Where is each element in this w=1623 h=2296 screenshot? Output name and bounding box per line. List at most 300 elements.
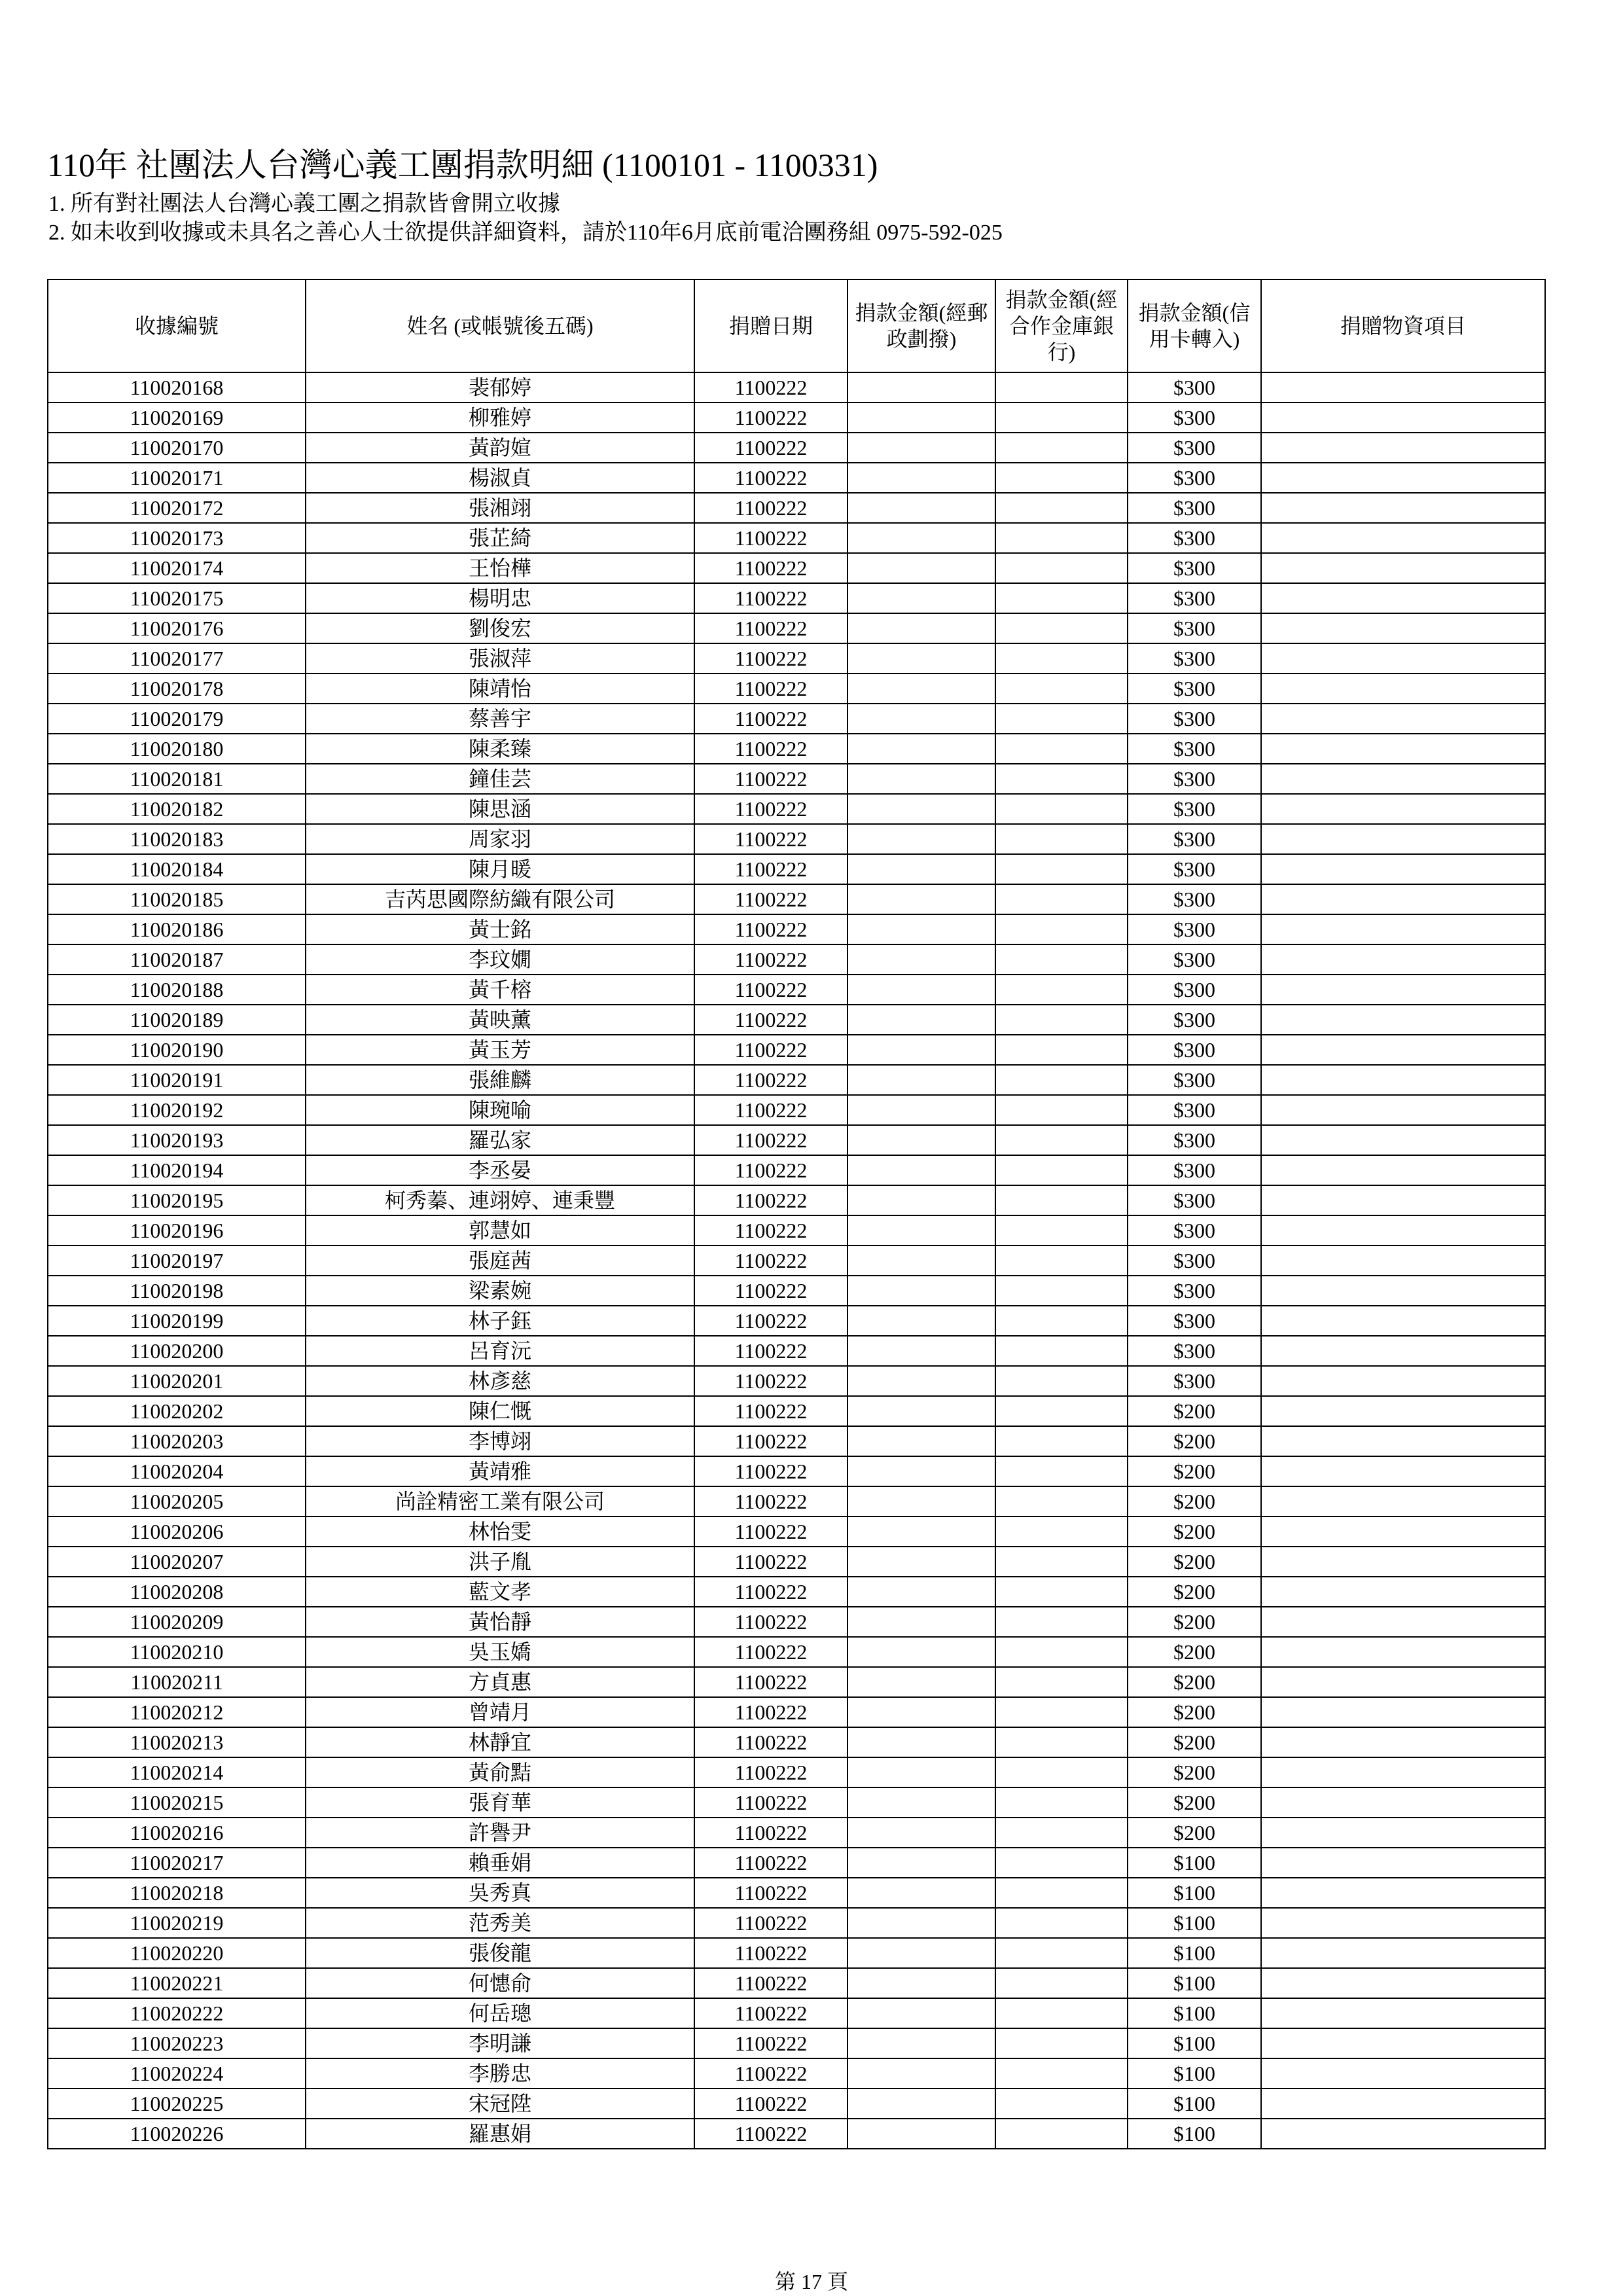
- amount-postal-cell: [847, 613, 995, 643]
- amount-bank-cell: [995, 884, 1128, 914]
- amount-credit-card-cell: $100: [1128, 1938, 1261, 1968]
- goods-donated-cell: [1261, 1366, 1545, 1396]
- receipt-no-cell: 110020216: [48, 1818, 306, 1848]
- amount-postal-cell: [847, 824, 995, 854]
- goods-donated-cell: [1261, 2058, 1545, 2089]
- donation-date-cell: 1100222: [694, 1818, 847, 1848]
- amount-credit-card-cell: $300: [1128, 824, 1261, 854]
- amount-bank-cell: [995, 1095, 1128, 1125]
- amount-bank-cell: [995, 794, 1128, 824]
- receipt-no-cell: 110020184: [48, 854, 306, 884]
- amount-postal-cell: [847, 1246, 995, 1276]
- amount-postal-cell: [847, 1486, 995, 1516]
- amount-credit-card-cell: $300: [1128, 523, 1261, 553]
- goods-donated-cell: [1261, 1938, 1545, 1968]
- amount-postal-cell: [847, 583, 995, 613]
- goods-donated-cell: [1261, 403, 1545, 433]
- table-row: [48, 1697, 1545, 1727]
- amount-credit-card-cell: $200: [1128, 1456, 1261, 1486]
- amount-postal-cell: [847, 1547, 995, 1577]
- goods-donated-cell: [1261, 1818, 1545, 1848]
- amount-credit-card-cell: $300: [1128, 613, 1261, 643]
- amount-bank-cell: [995, 1908, 1128, 1938]
- amount-bank-cell: [995, 1787, 1128, 1818]
- donation-date-cell: 1100222: [694, 1516, 847, 1547]
- table-row: [48, 1035, 1545, 1065]
- table-row: [48, 1547, 1545, 1577]
- amount-credit-card-cell: $200: [1128, 1818, 1261, 1848]
- amount-bank-cell: [995, 1215, 1128, 1246]
- amount-postal-cell: [847, 1938, 995, 1968]
- receipt-no-cell: 110020174: [48, 553, 306, 583]
- donor-name-cell: 張湘翊: [306, 493, 694, 523]
- donation-date-cell: 1100222: [694, 1276, 847, 1306]
- receipt-no-cell: 110020195: [48, 1185, 306, 1215]
- receipt-no-cell: 110020185: [48, 884, 306, 914]
- table-row: [48, 764, 1545, 794]
- table-row: [48, 1065, 1545, 1095]
- donor-name-cell: 陳靖怡: [306, 673, 694, 704]
- goods-donated-cell: [1261, 1697, 1545, 1727]
- amount-postal-cell: [847, 1908, 995, 1938]
- goods-donated-cell: [1261, 1246, 1545, 1276]
- goods-donated-cell: [1261, 1968, 1545, 1998]
- amount-postal-cell: [847, 1607, 995, 1637]
- amount-bank-cell: [995, 1336, 1128, 1366]
- donation-date-cell: 1100222: [694, 523, 847, 553]
- goods-donated-cell: [1261, 1607, 1545, 1637]
- amount-bank-cell: [995, 1125, 1128, 1155]
- amount-postal-cell: [847, 1095, 995, 1125]
- donor-name-cell: 林靜宜: [306, 1727, 694, 1757]
- amount-postal-cell: [847, 1366, 995, 1396]
- receipt-no-cell: 110020189: [48, 1005, 306, 1035]
- amount-postal-cell: [847, 433, 995, 463]
- donor-name-cell: 張淑萍: [306, 643, 694, 673]
- goods-donated-cell: [1261, 1095, 1545, 1125]
- goods-donated-cell: [1261, 2119, 1545, 2149]
- donor-name-cell: 黃靖雅: [306, 1456, 694, 1486]
- receipt-no-cell: 110020210: [48, 1637, 306, 1667]
- table-row: [48, 1968, 1545, 1998]
- donor-name-cell: 劉俊宏: [306, 613, 694, 643]
- receipt-no-cell: 110020208: [48, 1577, 306, 1607]
- amount-credit-card-cell: $300: [1128, 764, 1261, 794]
- amount-bank-cell: [995, 1516, 1128, 1547]
- receipt-no-cell: 110020168: [48, 372, 306, 403]
- goods-donated-cell: [1261, 734, 1545, 764]
- donor-name-cell: 羅惠娟: [306, 2119, 694, 2149]
- goods-donated-cell: [1261, 523, 1545, 553]
- amount-credit-card-cell: $300: [1128, 433, 1261, 463]
- amount-postal-cell: [847, 1276, 995, 1306]
- receipt-no-cell: 110020170: [48, 433, 306, 463]
- amount-credit-card-cell: $200: [1128, 1396, 1261, 1426]
- amount-bank-cell: [995, 854, 1128, 884]
- amount-credit-card-cell: $200: [1128, 1757, 1261, 1787]
- table-row: [48, 1246, 1545, 1276]
- table-row: [48, 824, 1545, 854]
- amount-credit-card-cell: $100: [1128, 1908, 1261, 1938]
- amount-bank-cell: [995, 2058, 1128, 2089]
- receipt-no-cell: 110020188: [48, 975, 306, 1005]
- table-row: [48, 2119, 1545, 2149]
- receipt-no-cell: 110020205: [48, 1486, 306, 1516]
- amount-credit-card-cell: $300: [1128, 734, 1261, 764]
- table-row: [48, 1215, 1545, 1246]
- amount-postal-cell: [847, 944, 995, 975]
- table-row: [48, 2058, 1545, 2089]
- goods-donated-cell: [1261, 2028, 1545, 2058]
- table-row: [48, 2028, 1545, 2058]
- donor-name-cell: 黃映薰: [306, 1005, 694, 1035]
- receipt-no-cell: 110020173: [48, 523, 306, 553]
- goods-donated-cell: [1261, 1486, 1545, 1516]
- amount-bank-cell: [995, 1667, 1128, 1697]
- amount-credit-card-cell: $300: [1128, 1005, 1261, 1035]
- table-row: [48, 884, 1545, 914]
- amount-credit-card-cell: $100: [1128, 2119, 1261, 2149]
- goods-donated-cell: [1261, 433, 1545, 463]
- table-row: [48, 1998, 1545, 2028]
- donor-name-cell: 賴垂娟: [306, 1848, 694, 1878]
- amount-bank-cell: [995, 1727, 1128, 1757]
- amount-postal-cell: [847, 704, 995, 734]
- donation-date-cell: 1100222: [694, 1426, 847, 1456]
- goods-donated-cell: [1261, 1456, 1545, 1486]
- donation-date-cell: 1100222: [694, 794, 847, 824]
- amount-credit-card-cell: $300: [1128, 493, 1261, 523]
- amount-credit-card-cell: $300: [1128, 975, 1261, 1005]
- donation-date-cell: 1100222: [694, 2028, 847, 2058]
- amount-credit-card-cell: $100: [1128, 2028, 1261, 2058]
- table-row: [48, 1366, 1545, 1396]
- header-donation-date: 捐贈日期: [694, 279, 847, 372]
- amount-bank-cell: [995, 734, 1128, 764]
- amount-postal-cell: [847, 1336, 995, 1366]
- amount-bank-cell: [995, 1547, 1128, 1577]
- amount-postal-cell: [847, 1818, 995, 1848]
- donation-date-cell: 1100222: [694, 2119, 847, 2149]
- amount-bank-cell: [995, 372, 1128, 403]
- amount-credit-card-cell: $200: [1128, 1637, 1261, 1667]
- donor-name-cell: 蔡善宇: [306, 704, 694, 734]
- amount-credit-card-cell: $200: [1128, 1577, 1261, 1607]
- receipt-no-cell: 110020202: [48, 1396, 306, 1426]
- goods-donated-cell: [1261, 1516, 1545, 1547]
- donation-date-cell: 1100222: [694, 643, 847, 673]
- donation-date-cell: 1100222: [694, 493, 847, 523]
- amount-postal-cell: [847, 764, 995, 794]
- amount-bank-cell: [995, 2028, 1128, 2058]
- amount-bank-cell: [995, 1607, 1128, 1637]
- donor-name-cell: 吉芮思國際紡織有限公司: [306, 884, 694, 914]
- amount-credit-card-cell: $300: [1128, 1215, 1261, 1246]
- receipt-no-cell: 110020169: [48, 403, 306, 433]
- table-row: [48, 673, 1545, 704]
- amount-credit-card-cell: $300: [1128, 1366, 1261, 1396]
- donation-date-cell: 1100222: [694, 1456, 847, 1486]
- goods-donated-cell: [1261, 1547, 1545, 1577]
- receipt-no-cell: 110020176: [48, 613, 306, 643]
- table-row: [48, 1095, 1545, 1125]
- table-row: [48, 1185, 1545, 1215]
- donation-date-cell: 1100222: [694, 2058, 847, 2089]
- donor-name-cell: 何岳璁: [306, 1998, 694, 2028]
- receipt-no-cell: 110020214: [48, 1757, 306, 1787]
- amount-credit-card-cell: $200: [1128, 1727, 1261, 1757]
- amount-bank-cell: [995, 1938, 1128, 1968]
- donation-date-cell: 1100222: [694, 1396, 847, 1426]
- goods-donated-cell: [1261, 1005, 1545, 1035]
- amount-postal-cell: [847, 1848, 995, 1878]
- amount-postal-cell: [847, 673, 995, 704]
- receipt-no-cell: 110020177: [48, 643, 306, 673]
- amount-credit-card-cell: $300: [1128, 1246, 1261, 1276]
- donation-date-cell: 1100222: [694, 1547, 847, 1577]
- goods-donated-cell: [1261, 1125, 1545, 1155]
- goods-donated-cell: [1261, 1306, 1545, 1336]
- donation-date-cell: 1100222: [694, 1366, 847, 1396]
- amount-bank-cell: [995, 914, 1128, 944]
- donation-date-cell: 1100222: [694, 914, 847, 944]
- amount-postal-cell: [847, 403, 995, 433]
- goods-donated-cell: [1261, 583, 1545, 613]
- goods-donated-cell: [1261, 764, 1545, 794]
- receipt-no-cell: 110020221: [48, 1968, 306, 1998]
- receipt-no-cell: 110020224: [48, 2058, 306, 2089]
- table-row: [48, 975, 1545, 1005]
- donor-name-cell: 黃韵媗: [306, 433, 694, 463]
- amount-bank-cell: [995, 1306, 1128, 1336]
- amount-credit-card-cell: $300: [1128, 1035, 1261, 1065]
- amount-postal-cell: [847, 1787, 995, 1818]
- amount-postal-cell: [847, 1426, 995, 1456]
- donation-date-cell: 1100222: [694, 673, 847, 704]
- amount-credit-card-cell: $300: [1128, 673, 1261, 704]
- page-title: 110年 社團法人台灣心義工團捐款明細 (1100101 - 1100331): [47, 147, 878, 183]
- table-row: [48, 553, 1545, 583]
- receipt-no-cell: 110020203: [48, 1426, 306, 1456]
- receipt-no-cell: 110020217: [48, 1848, 306, 1878]
- donation-date-cell: 1100222: [694, 1125, 847, 1155]
- receipt-no-cell: 110020223: [48, 2028, 306, 2058]
- header-amount-postal: 捐款金額(經郵政劃撥): [847, 279, 995, 372]
- donor-name-cell: 李博翊: [306, 1426, 694, 1456]
- amount-postal-cell: [847, 914, 995, 944]
- donor-name-cell: 張維麟: [306, 1065, 694, 1095]
- donor-name-cell: 裴郁婷: [306, 372, 694, 403]
- receipt-no-cell: 110020218: [48, 1878, 306, 1908]
- donation-date-cell: 1100222: [694, 433, 847, 463]
- donation-date-cell: 1100222: [694, 1215, 847, 1246]
- table-row: [48, 854, 1545, 884]
- goods-donated-cell: [1261, 1396, 1545, 1426]
- donation-date-cell: 1100222: [694, 1727, 847, 1757]
- donation-date-cell: 1100222: [694, 372, 847, 403]
- amount-postal-cell: [847, 1155, 995, 1185]
- amount-bank-cell: [995, 1065, 1128, 1095]
- donor-name-cell: 黃怡靜: [306, 1607, 694, 1637]
- goods-donated-cell: [1261, 824, 1545, 854]
- donor-name-cell: 梁素婉: [306, 1276, 694, 1306]
- amount-bank-cell: [995, 1486, 1128, 1516]
- goods-donated-cell: [1261, 1577, 1545, 1607]
- amount-bank-cell: [995, 493, 1128, 523]
- donation-date-cell: 1100222: [694, 1787, 847, 1818]
- amount-postal-cell: [847, 2089, 995, 2119]
- amount-credit-card-cell: $200: [1128, 1697, 1261, 1727]
- amount-postal-cell: [847, 1998, 995, 2028]
- donor-name-cell: 吳玉嬌: [306, 1637, 694, 1667]
- table-body: [48, 372, 1545, 2149]
- donor-name-cell: 楊明忠: [306, 583, 694, 613]
- donor-name-cell: 方貞惠: [306, 1667, 694, 1697]
- amount-postal-cell: [847, 1637, 995, 1667]
- receipt-no-cell: 110020206: [48, 1516, 306, 1547]
- table-row: [48, 372, 1545, 403]
- table-row: [48, 914, 1545, 944]
- donor-name-cell: 范秀美: [306, 1908, 694, 1938]
- amount-postal-cell: [847, 1456, 995, 1486]
- amount-postal-cell: [847, 1577, 995, 1607]
- amount-bank-cell: [995, 704, 1128, 734]
- amount-postal-cell: [847, 2119, 995, 2149]
- donation-date-cell: 1100222: [694, 1938, 847, 1968]
- donation-date-cell: 1100222: [694, 884, 847, 914]
- goods-donated-cell: [1261, 1155, 1545, 1185]
- amount-credit-card-cell: $300: [1128, 372, 1261, 403]
- amount-credit-card-cell: $300: [1128, 1185, 1261, 1215]
- amount-bank-cell: [995, 1878, 1128, 1908]
- header-amount-bank: 捐款金額(經合作金庫銀行): [995, 279, 1128, 372]
- amount-credit-card-cell: $100: [1128, 2089, 1261, 2119]
- goods-donated-cell: [1261, 1637, 1545, 1667]
- header-goods-donated: 捐贈物資項目: [1261, 279, 1545, 372]
- table-row: [48, 403, 1545, 433]
- amount-bank-cell: [995, 463, 1128, 493]
- amount-bank-cell: [995, 2119, 1128, 2149]
- donor-name-cell: 何憓俞: [306, 1968, 694, 1998]
- donation-date-cell: 1100222: [694, 1065, 847, 1095]
- donor-name-cell: 張庭茜: [306, 1246, 694, 1276]
- amount-postal-cell: [847, 1306, 995, 1336]
- receipt-no-cell: 110020222: [48, 1998, 306, 2028]
- receipt-no-cell: 110020181: [48, 764, 306, 794]
- goods-donated-cell: [1261, 975, 1545, 1005]
- receipt-no-cell: 110020172: [48, 493, 306, 523]
- receipt-no-cell: 110020182: [48, 794, 306, 824]
- amount-postal-cell: [847, 1396, 995, 1426]
- goods-donated-cell: [1261, 794, 1545, 824]
- amount-bank-cell: [995, 1697, 1128, 1727]
- donation-table: [47, 279, 1546, 2149]
- amount-bank-cell: [995, 1637, 1128, 1667]
- receipt-no-cell: 110020215: [48, 1787, 306, 1818]
- receipt-no-cell: 110020183: [48, 824, 306, 854]
- amount-bank-cell: [995, 583, 1128, 613]
- amount-postal-cell: [847, 1005, 995, 1035]
- amount-postal-cell: [847, 463, 995, 493]
- amount-credit-card-cell: $300: [1128, 1065, 1261, 1095]
- amount-credit-card-cell: $300: [1128, 643, 1261, 673]
- amount-credit-card-cell: $300: [1128, 583, 1261, 613]
- amount-credit-card-cell: $200: [1128, 1486, 1261, 1516]
- table-row: [48, 433, 1545, 463]
- receipt-no-cell: 110020178: [48, 673, 306, 704]
- donation-date-cell: 1100222: [694, 1005, 847, 1035]
- amount-credit-card-cell: $300: [1128, 914, 1261, 944]
- goods-donated-cell: [1261, 372, 1545, 403]
- receipt-no-cell: 110020199: [48, 1306, 306, 1336]
- table-row: [48, 1005, 1545, 1035]
- goods-donated-cell: [1261, 1276, 1545, 1306]
- amount-bank-cell: [995, 1998, 1128, 2028]
- amount-credit-card-cell: $300: [1128, 794, 1261, 824]
- table-row: [48, 1757, 1545, 1787]
- donor-name-cell: 郭慧如: [306, 1215, 694, 1246]
- goods-donated-cell: [1261, 1848, 1545, 1878]
- amount-credit-card-cell: $300: [1128, 1276, 1261, 1306]
- amount-postal-cell: [847, 975, 995, 1005]
- donor-name-cell: 李丞晏: [306, 1155, 694, 1185]
- goods-donated-cell: [1261, 643, 1545, 673]
- amount-bank-cell: [995, 1426, 1128, 1456]
- donor-name-cell: 周家羽: [306, 824, 694, 854]
- amount-postal-cell: [847, 1035, 995, 1065]
- table-row: [48, 583, 1545, 613]
- donation-date-cell: 1100222: [694, 613, 847, 643]
- donor-name-cell: 楊淑貞: [306, 463, 694, 493]
- donor-name-cell: 曾靖月: [306, 1697, 694, 1727]
- receipt-no-cell: 110020197: [48, 1246, 306, 1276]
- goods-donated-cell: [1261, 1215, 1545, 1246]
- amount-postal-cell: [847, 1697, 995, 1727]
- amount-bank-cell: [995, 1456, 1128, 1486]
- receipt-no-cell: 110020226: [48, 2119, 306, 2149]
- donor-name-cell: 尚詮精密工業有限公司: [306, 1486, 694, 1516]
- receipt-no-cell: 110020192: [48, 1095, 306, 1125]
- goods-donated-cell: [1261, 613, 1545, 643]
- amount-credit-card-cell: $100: [1128, 1998, 1261, 2028]
- goods-donated-cell: [1261, 914, 1545, 944]
- donor-name-cell: 黃玉芳: [306, 1035, 694, 1065]
- donation-date-cell: 1100222: [694, 1848, 847, 1878]
- page-number: 第 17 頁: [774, 2270, 848, 2293]
- amount-bank-cell: [995, 1968, 1128, 1998]
- receipt-no-cell: 110020213: [48, 1727, 306, 1757]
- goods-donated-cell: [1261, 2089, 1545, 2119]
- amount-credit-card-cell: $100: [1128, 1848, 1261, 1878]
- table-row: [48, 794, 1545, 824]
- donation-date-cell: 1100222: [694, 2089, 847, 2119]
- table-row: [48, 1306, 1545, 1336]
- receipt-no-cell: 110020193: [48, 1125, 306, 1155]
- donation-date-cell: 1100222: [694, 1667, 847, 1697]
- amount-postal-cell: [847, 643, 995, 673]
- donation-date-cell: 1100222: [694, 764, 847, 794]
- amount-postal-cell: [847, 1185, 995, 1215]
- amount-postal-cell: [847, 553, 995, 583]
- table-row: [48, 1727, 1545, 1757]
- donation-date-cell: 1100222: [694, 1908, 847, 1938]
- donation-date-cell: 1100222: [694, 1577, 847, 1607]
- amount-credit-card-cell: $300: [1128, 1306, 1261, 1336]
- amount-bank-cell: [995, 1035, 1128, 1065]
- donation-date-cell: 1100222: [694, 1637, 847, 1667]
- amount-bank-cell: [995, 1366, 1128, 1396]
- table-row: [48, 2089, 1545, 2119]
